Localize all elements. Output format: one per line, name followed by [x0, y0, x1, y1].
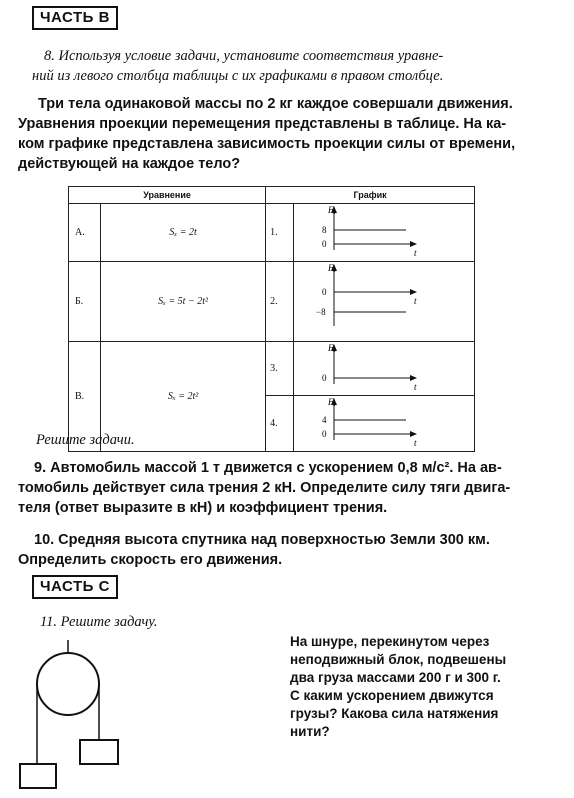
- task11-line: два груза массами 200 г и 300 г.: [290, 670, 501, 685]
- task11-line: На шнуре, перекинутом через: [290, 634, 490, 649]
- pulley-diagram: [14, 640, 144, 790]
- equation-column-header: Уравнение: [69, 187, 266, 204]
- row-equation: Sₓ = 2t: [101, 204, 266, 262]
- graph-1-axis-y: Fₓ: [328, 205, 337, 215]
- row-label: Б.: [69, 262, 101, 342]
- row-equation: Sₓ = 2t²: [101, 342, 266, 452]
- task8-statement-line: Три тела одинаковой массы по 2 кг каждое совершали движения.: [38, 96, 513, 112]
- task9-line: томобиль действует сила трения 2 кН. Определите силу тяги двига-: [18, 480, 511, 496]
- graph-1-plot: [294, 204, 474, 258]
- task11-line: нити?: [290, 724, 330, 739]
- graph-1-axis-x: t: [414, 248, 417, 258]
- graph-number: 4.: [266, 396, 294, 452]
- row-equation: Sₓ = 5t − 2t²: [101, 262, 266, 342]
- task11-line: грузы? Какова сила натяжения: [290, 706, 499, 721]
- task11-title: 11. Решите задачу.: [40, 614, 158, 630]
- graph-3-axis-x: t: [414, 382, 417, 392]
- graph-2-axis-y: Fₓ: [328, 263, 337, 273]
- equation-graph-table: [68, 186, 475, 452]
- task8-statement-line: ком графике представлена зависимость проекции силы от времени,: [18, 136, 516, 152]
- task11-line: С каким ускорением движутся: [290, 688, 494, 703]
- task9-line: 9. Автомобиль массой 1 т движется с ускорением 0,8 м/с². На ав-: [34, 460, 502, 476]
- task10-line: Определить скорость его движения.: [18, 552, 283, 568]
- row-label: А.: [69, 204, 101, 262]
- graph-4-zero: 0: [322, 429, 327, 439]
- graph-4: [294, 396, 475, 452]
- graph-2: [294, 262, 475, 342]
- task8-statement-line: Уравнения проекции перемещения представлены в таблице. На ка-: [18, 116, 507, 132]
- graph-3-plot: [294, 342, 474, 392]
- graph-3-axis-y: Fₓ: [328, 343, 337, 353]
- task10-line: 10. Средняя высота спутника над поверхностью Земли 300 км.: [34, 532, 490, 548]
- solve-label: Решите задачи.: [36, 432, 135, 448]
- task8-intro-line: ний из левого столбца таблицы с их графиками в правом столбце.: [32, 68, 444, 84]
- graph-4-plot: [294, 396, 474, 448]
- graph-1-zero: 0: [322, 239, 327, 249]
- graph-4-value: 4: [322, 415, 327, 425]
- graph-2-zero: 0: [322, 287, 327, 297]
- row-label: В.: [69, 342, 101, 452]
- graph-2-axis-x: t: [414, 296, 417, 306]
- graph-3: [294, 342, 475, 396]
- graph-3-zero: 0: [322, 373, 327, 383]
- graph-number: 1.: [266, 204, 294, 262]
- graph-2-value: −8: [316, 307, 326, 317]
- task9-line: теля (ответ выразите в кН) и коэффициент трения.: [18, 500, 388, 516]
- graph-4-axis-x: t: [414, 438, 417, 448]
- graph-number: 2.: [266, 262, 294, 342]
- graph-4-axis-y: Fₓ: [328, 397, 337, 407]
- graph-1-value: 8: [322, 225, 327, 235]
- graph-2-plot: [294, 262, 474, 338]
- graph-column-header: График: [266, 187, 475, 204]
- graph-number: 3.: [266, 342, 294, 396]
- task8-statement-line: действующей на каждое тело?: [18, 156, 241, 172]
- part-c-header: ЧАСТЬ С: [32, 575, 118, 599]
- task11-line: неподвижный блок, подвешены: [290, 652, 507, 667]
- graph-1: [294, 204, 475, 262]
- part-b-header: ЧАСТЬ В: [32, 6, 118, 30]
- task8-intro-line: 8. Используя условие задачи, установите соответствия уравне-: [44, 48, 444, 64]
